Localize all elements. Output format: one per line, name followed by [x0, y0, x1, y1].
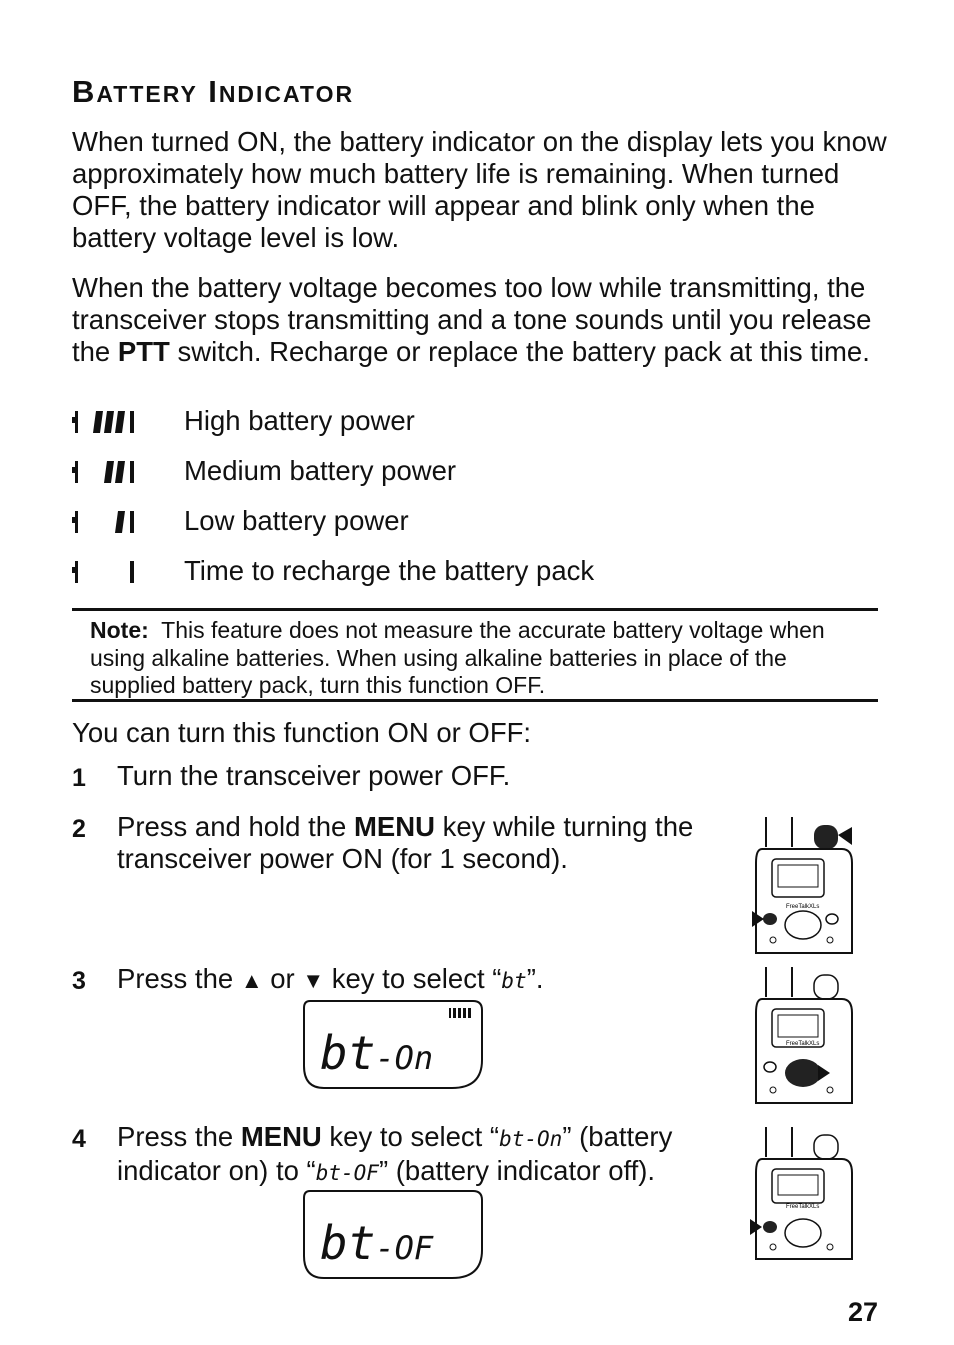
- battery-level-label: High battery power: [184, 405, 415, 436]
- battery-full-icon: [449, 1008, 471, 1018]
- battery-level-row: [72, 454, 872, 490]
- section-heading: [72, 76, 354, 108]
- note-label: Note:: [90, 617, 149, 643]
- pointer-arrow-icon: [838, 827, 852, 845]
- lcd-readout: [320, 1028, 433, 1083]
- lcd-display-bt-off: [302, 1190, 484, 1280]
- battery-level-icon: [72, 554, 142, 590]
- note-box: [72, 608, 878, 702]
- step-text: Press and hold the MENU key while turning the transceiver power ON (for 1 second).: [117, 811, 694, 874]
- battery-level-icon: [72, 454, 142, 490]
- menu-keyword: MENU: [353, 811, 435, 842]
- heading-word: ATTERY: [96, 81, 198, 107]
- intro-paragraph-1: When turned ON, the battery indicator on the display lets you know approximately how much battery life is remaining. When turned OFF, the battery indicator will appear and blink only when the battery voltage level is low.: [72, 126, 887, 253]
- lcd-readout: [320, 1218, 433, 1273]
- battery-level-label: Low battery power: [184, 505, 409, 536]
- radio-brand-label: FreeTalkXLs: [786, 1204, 820, 1210]
- pointer-arrow-icon: [818, 1065, 830, 1081]
- intro-paragraph-2: [72, 272, 887, 368]
- radio-illustration-step-4: [748, 1125, 858, 1270]
- lcd-suffix-text: -On: [375, 1039, 434, 1077]
- step-2: [72, 811, 732, 881]
- step-number: 4: [72, 1125, 86, 1153]
- radio-illustration-step-3: [748, 965, 858, 1110]
- radio-illustration-step-2: [748, 815, 858, 960]
- page-number: 27: [847, 1297, 878, 1327]
- paragraph-text: switch. Recharge or replace the battery pack at this time.: [169, 336, 870, 367]
- step-text: Press the MENU key to select “bt-On” (battery indicator on) to “bt-OF” (battery indicator off).: [117, 1121, 673, 1186]
- battery-level-row: [72, 504, 872, 540]
- lcd-main-text: bt: [320, 1026, 376, 1080]
- down-arrow-icon: ▼: [302, 968, 325, 993]
- battery-level-icon: [72, 404, 142, 440]
- heading-initial: I: [208, 74, 219, 109]
- lcd-code: bt-On: [499, 1127, 563, 1151]
- step-3: [72, 963, 732, 997]
- step-1: [72, 760, 772, 794]
- pointer-arrow-icon: [752, 911, 764, 927]
- heading-initial: B: [72, 74, 97, 109]
- up-arrow-icon: ▲: [240, 968, 263, 993]
- step-text: Press the ▲ or ▼ key to select “bt”.: [117, 963, 544, 994]
- battery-level-row: [72, 404, 872, 440]
- battery-level-icon: [72, 504, 142, 540]
- lcd-display-bt-on: [302, 1000, 484, 1090]
- lcd-code: bt: [501, 969, 527, 993]
- note-body: This feature does not measure the accurate battery voltage when using alkaline batteries. When using alkaline batteries in place of the supplied battery pack, turn this function OFF.: [90, 617, 825, 698]
- steps-intro: You can turn this function ON or OFF:: [72, 717, 532, 748]
- battery-level-row: [72, 554, 872, 590]
- lcd-main-text: bt: [320, 1216, 376, 1270]
- battery-level-label: Time to recharge the battery pack: [184, 555, 595, 586]
- step-number: 3: [72, 967, 86, 995]
- step-text: Turn the transceiver power OFF.: [117, 760, 511, 791]
- step-4: [72, 1121, 732, 1191]
- heading-word: NDICATOR: [218, 81, 355, 107]
- radio-brand-label: FreeTalkXLs: [786, 1041, 820, 1047]
- lcd-suffix-text: -OF: [375, 1229, 434, 1267]
- radio-brand-label: FreeTalkXLs: [786, 904, 820, 910]
- step-number: 2: [72, 815, 86, 843]
- note-text: [90, 617, 870, 700]
- paragraph-text: When the battery voltage becomes too low while transmitting, the transceiver stops transmitting and a tone sounds until you release the: [72, 272, 872, 367]
- ptt-keyword: PTT: [117, 336, 170, 367]
- lcd-code: bt-OF: [315, 1161, 379, 1185]
- step-number: 1: [72, 764, 86, 792]
- menu-keyword: MENU: [240, 1121, 322, 1152]
- battery-level-label: Medium battery power: [184, 455, 457, 486]
